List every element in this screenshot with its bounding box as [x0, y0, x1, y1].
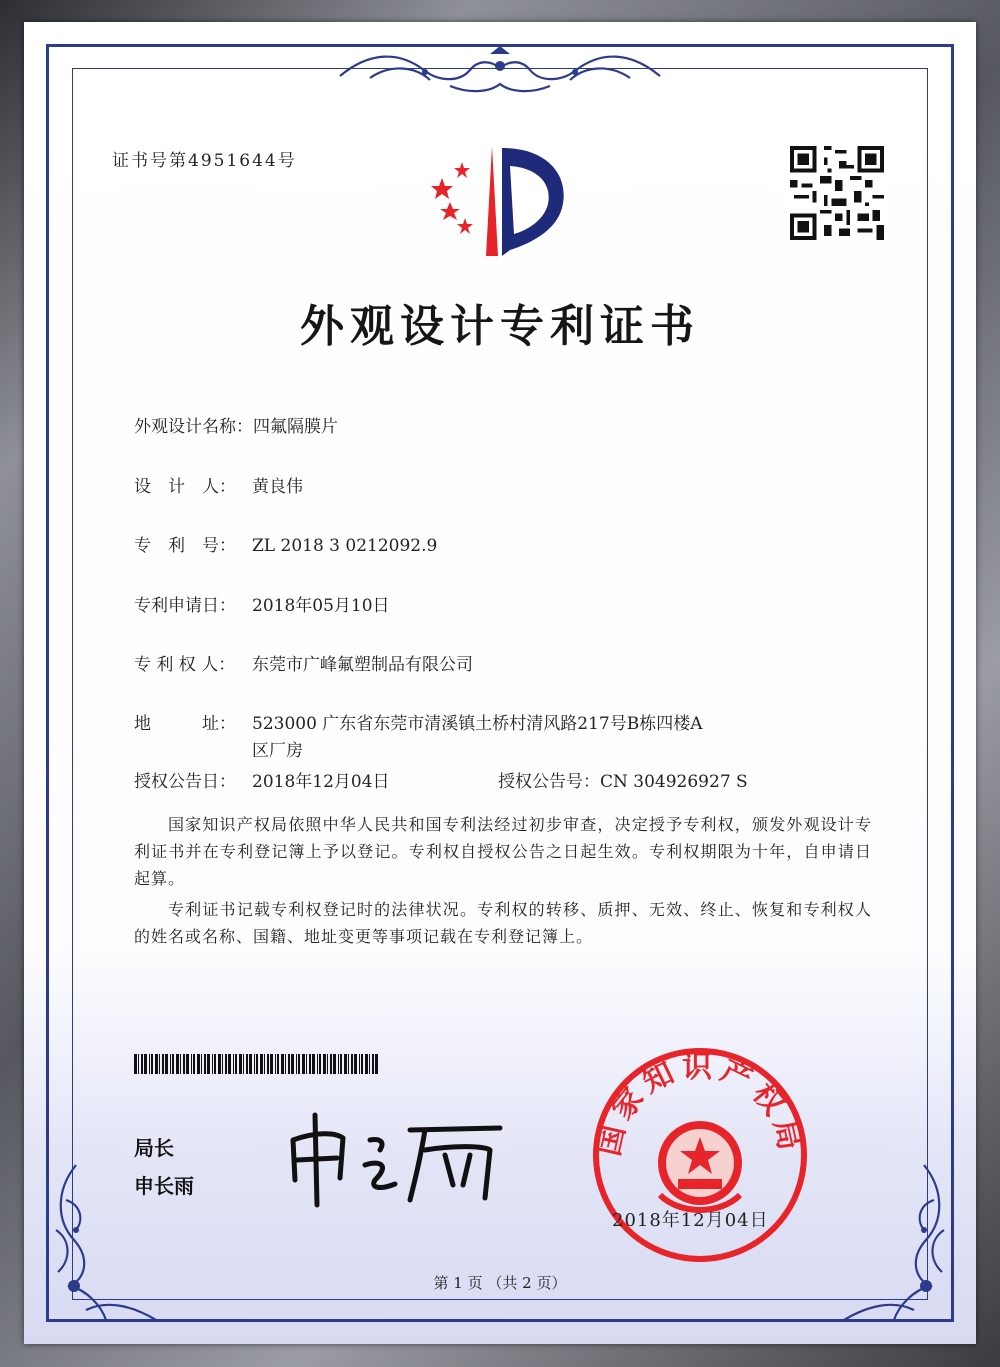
patentee-label: 专 利 权 人： [134, 655, 236, 675]
top-ornament-icon [330, 46, 670, 98]
paragraph-legal-status: 专利证书记载专利权登记时的法律状况。专利权的转移、质押、无效、终止、恢复和专利权人的姓名或名称、国籍、地址变更等事项记载在专利登记簿上。 [134, 900, 872, 946]
application-date-value: 2018年05月10日 [252, 596, 390, 616]
seal-date: 2018年12月04日 [612, 1210, 769, 1231]
patent-number-label: 专 利 号： [134, 536, 236, 556]
address-row [134, 709, 703, 734]
address-continuation [252, 736, 303, 761]
grant-number-label: 授权公告号： [498, 772, 600, 792]
design-name-value: 四氟隔膜片 [253, 417, 338, 437]
paragraph-grant: 国家知识产权局依照中华人民共和国专利法经过初步审查，决定授予专利权，颁发外观设计专利证书并在专利登记簿上予以登记。专利权自授权公告之日起生效。专利权期限为十年，自申请日起算。 [134, 815, 872, 888]
designer-label: 设 计 人： [134, 477, 236, 497]
signature-icon [285, 1110, 505, 1210]
address-value-line1: 523000 广东省东莞市清溪镇土桥村清风路217号B栋四楼A [252, 714, 703, 734]
barcode-icon [134, 1054, 382, 1074]
address-label: 地 址： [134, 714, 236, 734]
director-title: 局长 [134, 1136, 174, 1160]
certificate-title: 外观设计专利证书 [300, 301, 700, 352]
application-date-label: 专利申请日： [134, 596, 236, 616]
patentee-value: 东莞市广峰氟塑制品有限公司 [252, 655, 473, 675]
grant-date-row [134, 767, 390, 792]
grant-number-value: CN 304926927 S [600, 772, 748, 792]
director-name: 申长雨 [134, 1174, 194, 1198]
page-indicator: 第 1 页 （共 2 页） [433, 1274, 567, 1292]
bottom-right-ornament-icon [834, 1160, 954, 1325]
patent-office-logo-icon [420, 138, 580, 258]
grant-date-label: 授权公告日： [134, 772, 236, 792]
designer-value: 黄良伟 [252, 477, 303, 497]
patent-number-row [134, 531, 437, 556]
patent-number-value: ZL 2018 3 0212092.9 [252, 536, 438, 556]
qr-code-icon [790, 146, 884, 240]
seal-text: 国家知识产权局 [591, 1050, 809, 1160]
grant-number-row [498, 767, 748, 792]
designer-row [134, 472, 303, 497]
patentee-row [134, 650, 473, 675]
design-name-row [134, 412, 338, 437]
grant-date-value: 2018年12月04日 [252, 772, 390, 792]
application-date-row [134, 591, 390, 616]
design-name-label: 外观设计名称： [134, 417, 253, 437]
official-seal-icon [590, 1045, 810, 1265]
address-value-line2: 区厂房 [252, 741, 303, 761]
certificate-number: 证书号第4951644号 [112, 151, 297, 171]
